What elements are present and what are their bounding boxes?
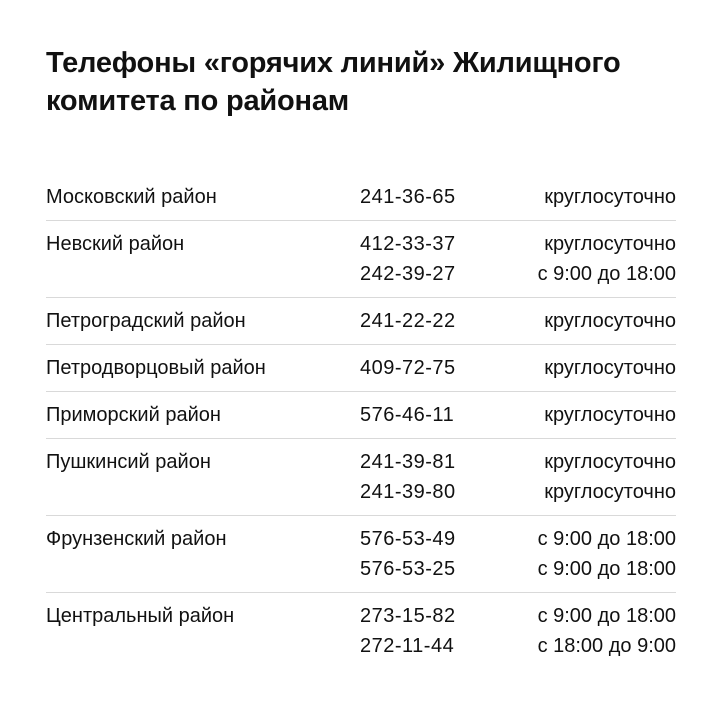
table-row <box>46 516 676 593</box>
hotline-entry <box>360 631 676 661</box>
working-hours: круглосуточно <box>544 186 676 208</box>
district-lines <box>360 353 676 383</box>
working-hours: с 9:00 до 18:00 <box>537 263 676 285</box>
page-title: Телефоны «горячих линий» Жилищного комитета по районам <box>46 47 621 117</box>
working-hours: с 9:00 до 18:00 <box>537 558 676 580</box>
phone-number: 241-36-65 <box>360 186 456 208</box>
table-row <box>46 439 676 516</box>
district-name: Петродворцовый район <box>46 357 266 379</box>
phone-number: 241-39-80 <box>360 481 456 503</box>
phone-number: 242-39-27 <box>360 263 456 285</box>
phone-number: 272-11-44 <box>360 635 455 657</box>
hotline-entry <box>360 306 676 336</box>
working-hours: с 18:00 до 9:00 <box>537 635 676 657</box>
working-hours: круглосуточно <box>544 451 676 473</box>
hotline-entry <box>360 601 676 631</box>
table-row <box>46 174 676 221</box>
hotline-entry <box>360 259 676 289</box>
district-lines <box>360 400 676 430</box>
hotline-entry <box>360 447 676 477</box>
district-lines <box>360 447 676 507</box>
table-row <box>46 392 676 439</box>
working-hours: круглосуточно <box>544 357 676 379</box>
phone-number: 273-15-82 <box>360 605 456 627</box>
phone-number: 409-72-75 <box>360 357 456 379</box>
hotline-entry <box>360 524 676 554</box>
table-row <box>46 345 676 392</box>
hotline-table <box>46 174 676 669</box>
phone-number: 241-39-81 <box>360 451 456 473</box>
district-name: Приморский район <box>46 404 221 426</box>
district-lines <box>360 229 676 289</box>
phone-number: 412-33-37 <box>360 233 456 255</box>
phone-number: 241-22-22 <box>360 310 456 332</box>
working-hours: круглосуточно <box>544 481 676 503</box>
district-lines <box>360 524 676 584</box>
hotline-entry <box>360 554 676 584</box>
working-hours: с 9:00 до 18:00 <box>537 528 676 550</box>
working-hours: с 9:00 до 18:00 <box>537 605 676 627</box>
table-row <box>46 298 676 345</box>
district-lines <box>360 601 676 661</box>
hotline-entry <box>360 229 676 259</box>
working-hours: круглосуточно <box>544 404 676 426</box>
district-name: Московский район <box>46 186 217 208</box>
table-row <box>46 593 676 669</box>
district-name: Фрунзенский район <box>46 528 227 550</box>
working-hours: круглосуточно <box>544 233 676 255</box>
hotline-entry <box>360 182 676 212</box>
hotline-entry <box>360 353 676 383</box>
district-name: Центральный район <box>46 605 235 627</box>
hotline-entry <box>360 400 676 430</box>
phone-number: 576-53-25 <box>360 558 456 580</box>
phone-number: 576-53-49 <box>360 528 456 550</box>
district-lines <box>360 182 676 212</box>
working-hours: круглосуточно <box>544 310 676 332</box>
hotline-entry <box>360 477 676 507</box>
district-name: Пушкинсий район <box>46 451 211 473</box>
phone-number: 576-46-11 <box>360 404 455 426</box>
district-lines <box>360 306 676 336</box>
district-name: Невский район <box>46 233 185 255</box>
table-row <box>46 221 676 298</box>
district-name: Петроградский район <box>46 310 246 332</box>
